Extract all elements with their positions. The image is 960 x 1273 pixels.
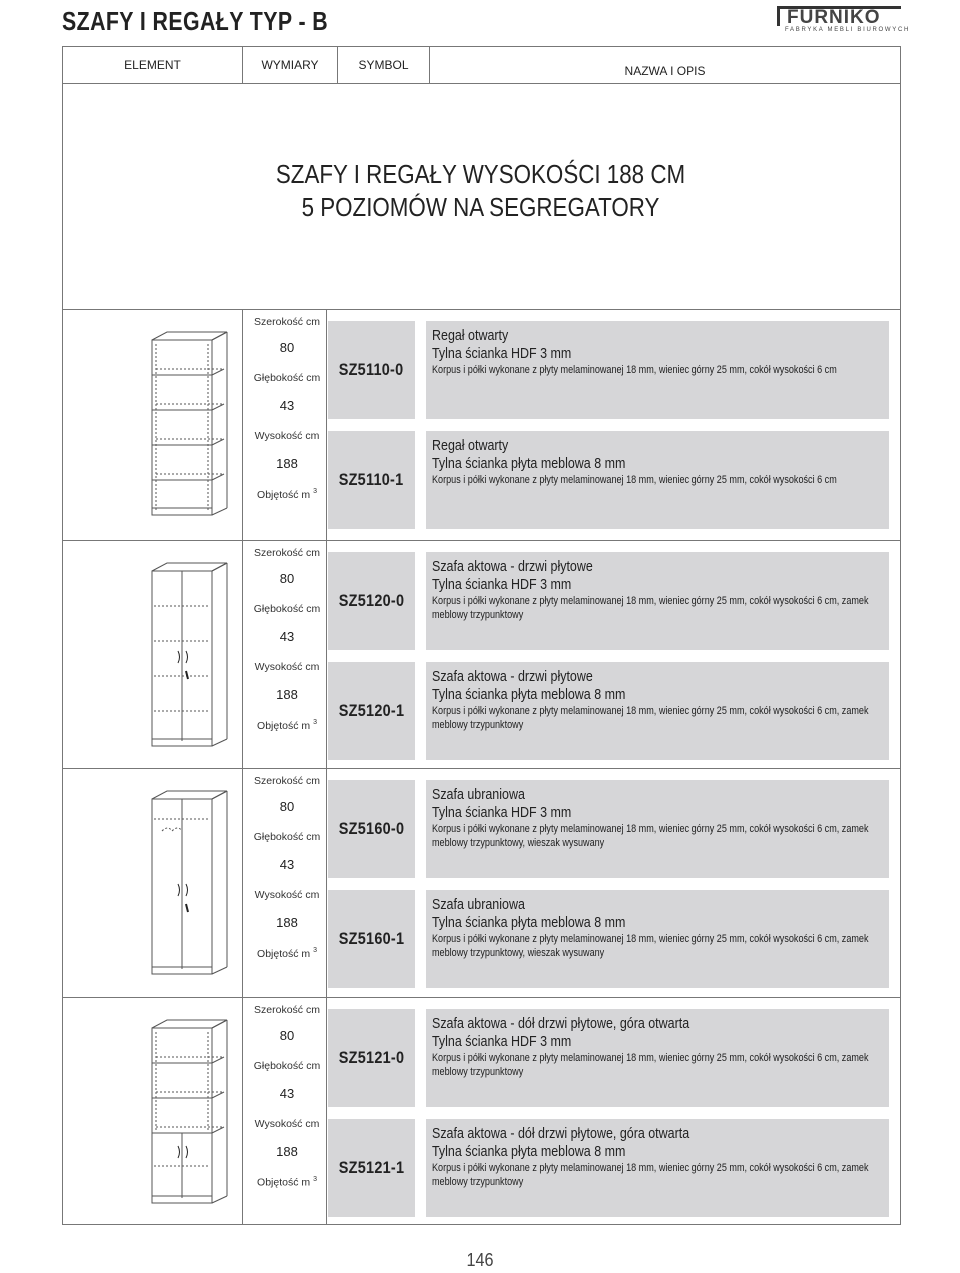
product-details: Korpus i półki wykonane z płyty melaminowanej 18 mm, wieniec górny 25 mm, cokół wysokości 6 cm, zamek meblowy trzypunktowy, wieszak wysuwany xyxy=(432,933,869,959)
section-title xyxy=(94,158,867,224)
product-group-4 xyxy=(62,998,901,1225)
product-symbol: SZ5120-1 xyxy=(328,662,415,760)
product-name: Szafa aktowa - drzwi płytowe xyxy=(432,669,593,685)
product-symbol: SZ5110-0 xyxy=(328,321,415,419)
product-name: Szafa aktowa - dół drzwi płytowe, góra otwarta xyxy=(432,1126,690,1142)
dim-label-wysokosc: Wysokość cm xyxy=(254,889,320,901)
product-details: Korpus i półki wykonane z płyty melaminowanej 18 mm, wieniec górny 25 mm, cokół wysokości 6 cm, zamek meblowy trzypunktowy xyxy=(432,1052,869,1078)
product-back-panel: Tylna ścianka płyta meblowa 8 mm xyxy=(432,1144,626,1160)
product-symbol: SZ5121-1 xyxy=(328,1119,415,1217)
product-details: Korpus i półki wykonane z płyty melaminowanej 18 mm, wieniec górny 25 mm, cokół wysokości 6 cm xyxy=(432,364,837,376)
product-details: Korpus i półki wykonane z płyty melaminowanej 18 mm, wieniec górny 25 mm, cokół wysokości 6 cm xyxy=(432,474,837,486)
dim-label-szerokosc: Szerokość cm xyxy=(254,547,320,559)
dimensions-block xyxy=(246,769,328,997)
objetosc-unit-superscript: 3 xyxy=(313,488,317,495)
dim-value-glebokosc: 43 xyxy=(279,857,295,872)
logo-tagline: FABRYKA MEBLI BIUROWYCH xyxy=(785,27,911,33)
product-back-panel: Tylna ścianka płyta meblowa 8 mm xyxy=(432,915,626,931)
product-name: Szafa ubraniowa xyxy=(432,787,525,803)
furniko-logo xyxy=(777,6,911,36)
product-back-panel: Tylna ścianka HDF 3 mm xyxy=(432,577,572,593)
dim-label-szerokosc: Szerokość cm xyxy=(254,1004,320,1016)
product-details: Korpus i półki wykonane z płyty melaminowanej 18 mm, wieniec górny 25 mm, cokół wysokości 6 cm, zamek meblowy trzypunktowy xyxy=(432,595,869,621)
section-title-line-1: SZAFY I REGAŁY WYSOKOŚCI 188 CM xyxy=(275,159,686,189)
dim-label-glebokosc: Głębokość cm xyxy=(253,831,321,843)
dim-value-szerokosc: 80 xyxy=(279,340,295,355)
column-header-nazwa: NAZWA I OPIS xyxy=(624,64,706,78)
column-header-element: ELEMENT xyxy=(63,47,243,83)
dim-value-wysokosc: 188 xyxy=(276,456,298,471)
dim-value-szerokosc: 80 xyxy=(279,1028,295,1043)
dim-value-wysokosc: 188 xyxy=(276,915,298,930)
dim-value-wysokosc: 188 xyxy=(276,687,298,702)
product-description xyxy=(426,780,889,878)
product-details: Korpus i półki wykonane z płyty melaminowanej 18 mm, wieniec górny 25 mm, cokół wysokości 6 cm, zamek meblowy trzypunktowy xyxy=(432,1162,869,1188)
dimensions-block xyxy=(246,310,328,540)
dim-label-glebokosc: Głębokość cm xyxy=(253,603,321,615)
dim-label-wysokosc: Wysokość cm xyxy=(254,661,320,673)
dim-value-szerokosc: 80 xyxy=(279,799,295,814)
objetosc-unit-superscript: 3 xyxy=(313,719,317,726)
logo-wordmark: FURNIKO xyxy=(787,7,881,28)
dim-value-szerokosc: 80 xyxy=(279,571,295,586)
column-header-row xyxy=(62,46,901,84)
page-title: SZAFY I REGAŁY TYP - B xyxy=(62,6,329,36)
product-description xyxy=(426,321,889,419)
column-header-wymiary: WYMIARY xyxy=(243,47,338,83)
product-group-3 xyxy=(62,769,901,997)
product-symbol: SZ5121-0 xyxy=(328,1009,415,1107)
product-name: Regał otwarty xyxy=(432,328,509,344)
dim-label-szerokosc: Szerokość cm xyxy=(254,775,320,787)
objetosc-unit-superscript: 3 xyxy=(313,1176,317,1183)
product-description xyxy=(426,552,889,650)
dim-value-glebokosc: 43 xyxy=(279,1086,295,1101)
section-title-line-2: 5 POZIOMÓW NA SEGREGATORY xyxy=(301,192,660,222)
product-symbol: SZ5160-0 xyxy=(328,780,415,878)
product-description xyxy=(426,890,889,988)
dim-label-wysokosc: Wysokość cm xyxy=(254,430,320,442)
dim-label-objetosc: Objętość m $^3$ xyxy=(257,488,317,501)
product-back-panel: Tylna ścianka HDF 3 mm xyxy=(432,346,572,362)
column-header-symbol: SYMBOL xyxy=(338,47,430,83)
dim-label-szerokosc: Szerokość cm xyxy=(254,316,320,328)
dim-label-objetosc: Objętość m $^3$ xyxy=(257,947,317,960)
product-name: Szafa aktowa - dół drzwi płytowe, góra otwarta xyxy=(432,1016,690,1032)
product-back-panel: Tylna ścianka płyta meblowa 8 mm xyxy=(432,687,626,703)
product-name: Szafa aktowa - drzwi płytowe xyxy=(432,559,593,575)
product-symbol: SZ5110-1 xyxy=(328,431,415,529)
product-back-panel: Tylna ścianka HDF 3 mm xyxy=(432,805,572,821)
product-back-panel: Tylna ścianka płyta meblowa 8 mm xyxy=(432,456,626,472)
dim-label-objetosc: Objętość m $^3$ xyxy=(257,719,317,732)
dim-label-glebokosc: Głębokość cm xyxy=(253,372,321,384)
dim-value-wysokosc: 188 xyxy=(276,1144,298,1159)
product-symbol: SZ5120-0 xyxy=(328,552,415,650)
dimensions-block xyxy=(246,998,328,1225)
product-back-panel: Tylna ścianka HDF 3 mm xyxy=(432,1034,572,1050)
product-description xyxy=(426,662,889,760)
dim-label-wysokosc: Wysokość cm xyxy=(254,1118,320,1130)
product-description xyxy=(426,1119,889,1217)
product-details: Korpus i półki wykonane z płyty melaminowanej 18 mm, wieniec górny 25 mm, cokół wysokości 6 cm, zamek meblowy trzypunktowy, wieszak wysuwany xyxy=(432,823,869,849)
dim-value-glebokosc: 43 xyxy=(279,398,295,413)
product-details: Korpus i półki wykonane z płyty melaminowanej 18 mm, wieniec górny 25 mm, cokół wysokości 6 cm, zamek meblowy trzypunktowy xyxy=(432,705,869,731)
product-name: Szafa ubraniowa xyxy=(432,897,525,913)
product-description xyxy=(426,1009,889,1107)
objetosc-unit-superscript: 3 xyxy=(313,947,317,954)
dim-label-glebokosc: Głębokość cm xyxy=(253,1060,321,1072)
product-description xyxy=(426,431,889,529)
page-number: 146 xyxy=(466,1250,494,1270)
product-name: Regał otwarty xyxy=(432,438,509,454)
product-group-1 xyxy=(62,310,901,540)
dimensions-block xyxy=(246,541,328,768)
dim-label-objetosc: Objętość m $^3$ xyxy=(257,1176,317,1189)
product-symbol: SZ5160-1 xyxy=(328,890,415,988)
product-group-2 xyxy=(62,541,901,768)
dim-value-glebokosc: 43 xyxy=(279,629,295,644)
